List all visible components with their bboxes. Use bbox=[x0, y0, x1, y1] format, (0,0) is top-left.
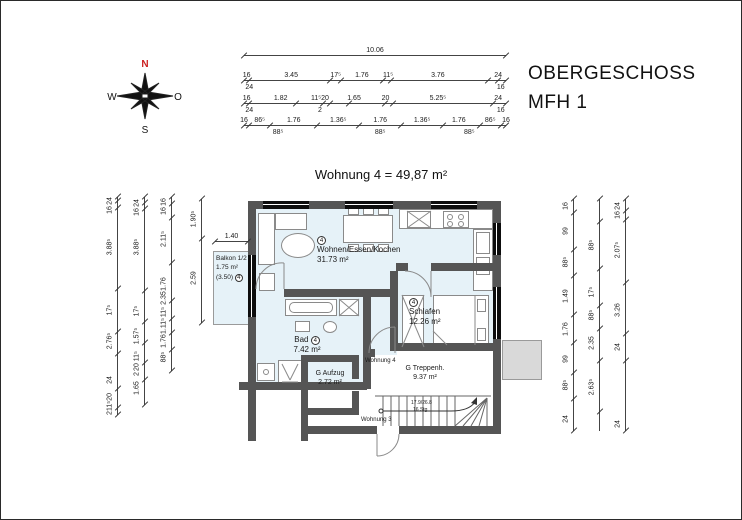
dimension-chain bbox=[614, 199, 626, 431]
dimension-label: 2.35 bbox=[588, 336, 596, 350]
room-area: 7.42 m² bbox=[293, 345, 321, 354]
room-label-balkon bbox=[216, 254, 247, 282]
door-arc bbox=[377, 434, 399, 456]
dimension-tick bbox=[169, 259, 175, 265]
room-number-badge: 4 bbox=[317, 236, 326, 245]
dimension-label: 24 bbox=[106, 376, 114, 385]
dimension-label: 1.76 bbox=[562, 322, 570, 336]
dimension-tick bbox=[597, 358, 603, 364]
burner-icon bbox=[458, 214, 464, 220]
dimension-label: 16 bbox=[614, 211, 622, 220]
door-tag-wohnung4: Wohnung 4 bbox=[365, 358, 396, 364]
dimension-tick bbox=[115, 385, 121, 391]
room-name: G Aufzug bbox=[315, 370, 345, 377]
neighbor-balcony bbox=[502, 340, 542, 380]
dimension-tick bbox=[597, 219, 603, 225]
sheet-title-line1: OBERGESCHOSS bbox=[528, 63, 696, 84]
burner-icon bbox=[458, 221, 464, 227]
dimension-label: 16 bbox=[160, 198, 168, 207]
dimension-label: 17⁵ bbox=[330, 72, 342, 79]
dimension-label: 16 bbox=[502, 117, 510, 124]
fridge bbox=[476, 232, 490, 254]
dimension-chain bbox=[106, 197, 118, 415]
window bbox=[431, 201, 477, 209]
room-area: 2.72 m² bbox=[318, 378, 342, 386]
wall bbox=[431, 263, 493, 271]
compass-north-label: N bbox=[141, 59, 149, 70]
dimension-tick bbox=[597, 195, 603, 201]
dimension-tick bbox=[169, 214, 175, 220]
dimension-label: 2.35 bbox=[160, 291, 168, 305]
room-number-badge: 4 bbox=[311, 336, 320, 345]
dimension-tick bbox=[484, 77, 490, 83]
dimension-tick bbox=[212, 238, 218, 244]
dimension-label: 16 bbox=[496, 107, 505, 114]
dimension-label: 2.59 bbox=[190, 271, 198, 286]
dimension-label: 3.76 bbox=[431, 72, 445, 79]
dimension-label: 88⁵ bbox=[588, 309, 596, 321]
dimension-tick bbox=[169, 367, 175, 373]
dimension-tick bbox=[623, 330, 629, 336]
shower bbox=[339, 299, 359, 316]
window bbox=[493, 223, 501, 255]
room-number-badge: 4 bbox=[409, 298, 418, 307]
wall bbox=[301, 355, 359, 362]
dimension-label: 1.82 bbox=[273, 95, 288, 102]
dimension-tick bbox=[623, 358, 629, 364]
dimension-label: 3.45 bbox=[284, 72, 298, 79]
dimension-tick bbox=[241, 52, 247, 58]
dimension-label: 3.88⁵ bbox=[106, 238, 114, 256]
dimension-tick bbox=[571, 395, 577, 401]
dimension-label: 1.76 bbox=[160, 334, 168, 349]
dimension-label: 3.26 bbox=[614, 303, 622, 318]
dimension-label: 16 bbox=[133, 207, 141, 216]
dimension-tick bbox=[115, 411, 121, 417]
dimension-chain bbox=[240, 117, 510, 136]
pillow bbox=[477, 328, 486, 341]
dimension-tick bbox=[169, 315, 175, 321]
wall bbox=[352, 391, 359, 415]
compass-west-label: W bbox=[107, 92, 117, 103]
dimension-tick bbox=[597, 265, 603, 271]
dimension-label: 1.76 bbox=[286, 117, 301, 124]
dimension-tick bbox=[623, 195, 629, 201]
dimension-tick bbox=[142, 401, 148, 407]
dimension-tick bbox=[356, 122, 362, 128]
kitchen-sink bbox=[407, 211, 431, 228]
dimension-tick bbox=[503, 52, 509, 58]
dimension-label: 86⁵ bbox=[254, 117, 266, 124]
dimension-label: 17⁵ bbox=[106, 305, 114, 316]
room-name: Schlafen bbox=[409, 307, 441, 316]
dimension-label: 16 bbox=[106, 206, 114, 214]
dimension-label: 24 bbox=[614, 420, 622, 428]
toilet bbox=[323, 321, 337, 333]
balkon-note: (3.50) bbox=[216, 273, 233, 281]
dimension-label: 3.88⁵ bbox=[133, 238, 141, 256]
dimension-label: 24 bbox=[614, 202, 622, 210]
room-label-bad bbox=[287, 335, 327, 355]
dimension-label: 11⁵ bbox=[160, 306, 168, 317]
dimension-label: 1.49 bbox=[562, 289, 570, 304]
dimension-tick bbox=[115, 204, 121, 210]
dimension-tick bbox=[169, 200, 175, 206]
dimension-label: 88⁵ bbox=[463, 129, 475, 136]
dimension-label: 2.63⁵ bbox=[588, 378, 596, 396]
dimension-label: 88⁵ bbox=[588, 240, 596, 251]
room-name: Bad bbox=[294, 335, 309, 344]
stairs bbox=[375, 396, 491, 426]
dimension-tick bbox=[142, 376, 148, 382]
dimension-label: 99 bbox=[562, 227, 570, 236]
wall bbox=[363, 297, 371, 389]
dimension-tick bbox=[169, 329, 175, 335]
dimension-label: 16 bbox=[160, 207, 168, 215]
dimension-label: 11⁵ bbox=[383, 72, 394, 79]
dimension-tick bbox=[477, 122, 483, 128]
pillow bbox=[477, 299, 486, 312]
burner-icon bbox=[447, 221, 453, 227]
dimension-tick bbox=[571, 272, 577, 278]
wall bbox=[284, 289, 398, 297]
dimension-chain bbox=[215, 233, 248, 242]
wall bbox=[248, 209, 256, 441]
room-area: 9.37 m² bbox=[413, 373, 437, 381]
dimension-tick bbox=[115, 328, 121, 334]
dimension-label: 24 bbox=[133, 199, 141, 208]
dimension-chain bbox=[244, 47, 506, 56]
dimension-label: 2 bbox=[133, 371, 141, 376]
door-tag-wohnung3: Wohnung 3 bbox=[361, 417, 392, 423]
bathroom-sink bbox=[295, 321, 310, 332]
dimension-chain bbox=[242, 95, 506, 114]
dimension-tick bbox=[597, 409, 603, 415]
dimension-tick bbox=[623, 279, 629, 285]
dimension-label: 1.76 bbox=[355, 72, 369, 79]
dimension-label: 16 bbox=[562, 202, 570, 210]
stair-spec-line1: 17.9/26.8 bbox=[411, 400, 432, 406]
dimension-label: 88⁵ bbox=[160, 351, 168, 363]
room-label-aufzug bbox=[304, 370, 356, 388]
dimension-label: 16 bbox=[242, 95, 251, 102]
burner-icon bbox=[447, 214, 453, 220]
window bbox=[345, 201, 393, 209]
dimension-tick bbox=[571, 427, 577, 433]
window bbox=[263, 201, 309, 209]
dimension-label: 86⁵ bbox=[484, 117, 496, 124]
dimension-chain bbox=[242, 72, 506, 91]
dimension-label: 99 bbox=[562, 355, 570, 363]
dimension-label: 1.40 bbox=[224, 233, 239, 240]
room-area: 1.75 m² bbox=[216, 264, 239, 272]
dimension-label: 24 bbox=[614, 343, 622, 352]
wall bbox=[367, 349, 375, 357]
dimension-label: 88⁵ bbox=[562, 379, 570, 390]
dimension-label: 16 bbox=[240, 117, 248, 124]
dimension-tick bbox=[390, 100, 396, 106]
dimension-tick bbox=[115, 350, 121, 356]
wall bbox=[390, 271, 398, 351]
coffee-table bbox=[281, 233, 315, 258]
dimension-tick bbox=[440, 122, 446, 128]
dimension-label: 11⁵20 bbox=[106, 392, 114, 411]
compass-south-label: S bbox=[141, 125, 149, 136]
room-name: G Treppenh. bbox=[405, 365, 445, 372]
dimension-label: 1.36⁵ bbox=[330, 117, 347, 124]
dimension-chain bbox=[588, 199, 600, 431]
dimension-tick bbox=[571, 246, 577, 252]
dimension-tick bbox=[503, 100, 509, 106]
sofa bbox=[258, 213, 275, 265]
dimension-label: 11⁵20 bbox=[310, 95, 329, 102]
window bbox=[493, 287, 501, 339]
sofa-corner bbox=[275, 213, 307, 230]
dimension-tick bbox=[571, 339, 577, 345]
dimension-label: 17⁵ bbox=[588, 286, 596, 298]
apartment-title: Wohnung 4 = 49,87 m² bbox=[314, 167, 448, 182]
dimension-tick bbox=[503, 77, 509, 83]
dimension-label: 17⁵ bbox=[133, 306, 141, 317]
dimension-label: 88⁵ bbox=[374, 129, 386, 136]
room-name: Balkon 1/2 bbox=[216, 255, 247, 262]
dimension-tick bbox=[199, 235, 205, 241]
washer-drum-icon bbox=[263, 369, 269, 375]
dimension-tick bbox=[169, 346, 175, 352]
dimension-tick bbox=[623, 427, 629, 433]
dimension-label: 88⁵ bbox=[562, 256, 570, 267]
dimension-label: 5.25⁵ bbox=[429, 95, 447, 102]
sheet-title-line2: MFH 1 bbox=[528, 92, 588, 114]
dimension-label: 2.07⁵ bbox=[614, 241, 622, 259]
dimension-tick bbox=[623, 216, 629, 222]
dimension-tick bbox=[623, 207, 629, 213]
dimension-tick bbox=[597, 302, 603, 308]
room-number-badge: 4 bbox=[235, 274, 243, 282]
wall bbox=[399, 426, 501, 434]
dimension-label: 1.76 bbox=[452, 117, 466, 124]
dimension-label: 88⁵ bbox=[272, 129, 284, 136]
sheet-title bbox=[528, 59, 696, 118]
room-area: 31.73 m² bbox=[317, 255, 349, 264]
dimension-chain bbox=[133, 197, 145, 405]
dimension-tick bbox=[169, 193, 175, 199]
dimension-label: 1.76 bbox=[373, 117, 388, 124]
wall bbox=[301, 426, 377, 434]
dimension-tick bbox=[571, 209, 577, 215]
room-label-wohnen bbox=[317, 235, 400, 265]
bathtub-inner bbox=[289, 302, 333, 313]
dimension-tick bbox=[571, 311, 577, 317]
dimension-tick bbox=[142, 206, 148, 212]
dimension-label: 16 bbox=[242, 72, 251, 79]
dimension-label: 24 bbox=[494, 72, 503, 79]
dimension-label: 10.06 bbox=[366, 47, 384, 54]
room-label-schlafen bbox=[409, 297, 441, 327]
dimension-tick bbox=[571, 369, 577, 375]
dimension-label: 2.76⁵ bbox=[106, 332, 114, 350]
dimension-label: 1.65 bbox=[347, 95, 361, 102]
dimension-tick bbox=[571, 195, 577, 201]
dimension-label: 1.65 bbox=[133, 381, 141, 396]
dimension-tick bbox=[597, 325, 603, 331]
room-name: Wohnen/Essen/Kochen bbox=[317, 245, 401, 254]
dimension-label: 1.11⁵ bbox=[160, 317, 168, 334]
wall bbox=[493, 353, 501, 434]
wall bbox=[301, 408, 359, 415]
dimension-tick bbox=[293, 100, 299, 106]
dimension-tick bbox=[169, 298, 175, 304]
washing-machine bbox=[257, 363, 275, 381]
dimension-chain bbox=[160, 197, 172, 371]
dimension-label: 20 bbox=[381, 95, 390, 102]
dimension-tick bbox=[115, 285, 121, 291]
dimension-label: 1.90⁵ bbox=[190, 210, 198, 228]
dimension-tick bbox=[199, 319, 205, 325]
dimension-label: 20 11⁵ bbox=[133, 351, 141, 372]
wall bbox=[397, 343, 501, 351]
dimension-chain bbox=[190, 199, 202, 323]
room-label-treppenhaus bbox=[393, 365, 457, 383]
compass-east-label: O bbox=[174, 92, 182, 103]
dimension-tick bbox=[398, 122, 404, 128]
dimension-tick bbox=[142, 339, 148, 345]
dimension-tick bbox=[142, 360, 148, 366]
dimension-label: 1.36⁵ bbox=[413, 117, 431, 124]
dimension-label: 16 bbox=[496, 84, 505, 91]
dimension-label: 24 bbox=[494, 95, 503, 102]
room-area: 12.26 m² bbox=[409, 317, 441, 326]
dimension-label: 2 bbox=[106, 410, 114, 415]
dimension-tick bbox=[199, 195, 205, 201]
stair-spec-line2: 16 Stg bbox=[413, 407, 428, 413]
compass-rose bbox=[105, 53, 185, 137]
dimension-label: 24 bbox=[245, 84, 254, 91]
dimension-label: 2.11⁵ bbox=[160, 230, 168, 247]
dimension-tick bbox=[314, 122, 320, 128]
dimension-label: 24 bbox=[106, 197, 114, 206]
dimension-tick bbox=[142, 318, 148, 324]
dimension-tick bbox=[142, 287, 148, 293]
dimension-label: 2 bbox=[318, 107, 322, 114]
dimension-label: 1.57⁵ bbox=[133, 328, 141, 345]
dimension-tick bbox=[267, 122, 273, 128]
dimension-label: 24 bbox=[245, 107, 254, 114]
armchair bbox=[259, 273, 275, 291]
balcony-door-window bbox=[248, 255, 256, 317]
dimension-chain bbox=[562, 199, 574, 431]
dimension-label: 24 bbox=[562, 415, 570, 424]
stove bbox=[443, 211, 469, 228]
dimension-label: 1.76 bbox=[160, 277, 168, 291]
